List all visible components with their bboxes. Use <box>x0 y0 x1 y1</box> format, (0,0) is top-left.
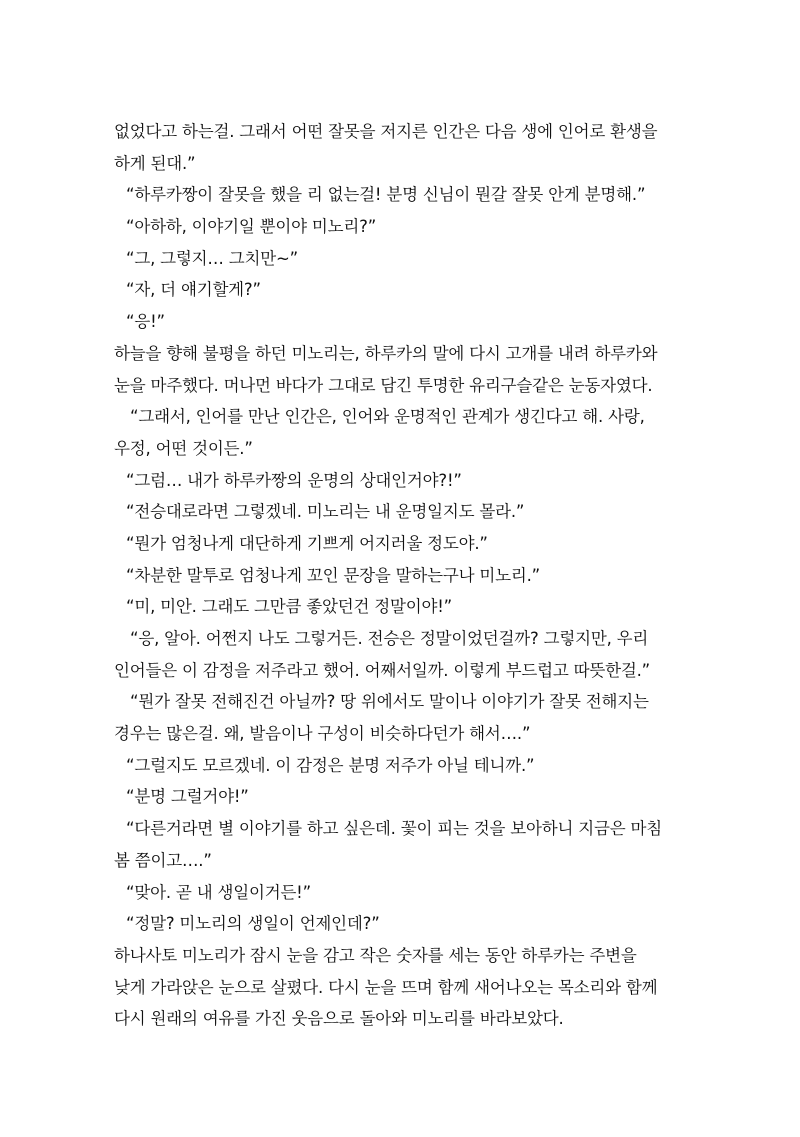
text-line: 없었다고 하는걸. 그래서 어떤 잘못을 저지른 인간은 다음 생에 인어로 환생을 <box>114 122 658 141</box>
text-line: 경우는 많은걸. 왜, 발음이나 구성이 비슷하다던가 해서….” <box>114 724 531 744</box>
dialogue-line: “응!” <box>126 312 165 332</box>
body-text <box>114 116 690 1035</box>
dialogue-line: “전승대로라면 그렇겠네. 미노리는 내 운명일지도 몰라.” <box>126 502 525 522</box>
text-line: 하나사토 미노리가 잠시 눈을 감고 작은 숫자를 세는 동안 하루카는 주변을 <box>114 945 637 965</box>
text-line: 눈을 마주했다. 머나먼 바다가 그대로 담긴 투명한 유리구슬같은 눈동자였다. <box>114 375 653 395</box>
dialogue-line: “하루카짱이 잘못을 했을 리 없는걸! 분명 신님이 뭔갈 잘못 안게 분명해.” <box>126 185 646 205</box>
dialogue-line: “자, 더 얘기할게?” <box>126 280 261 300</box>
text-line: 봄 쯤이고….” <box>114 850 212 870</box>
dialogue-line: “그래서, 인어를 만난 인간은, 인어와 운명적인 관계가 생긴다고 해. 사랑, <box>130 407 645 427</box>
text-line: 하늘을 향해 불평을 하던 미노리는, 하루카의 말에 다시 고개를 내려 하루카와 <box>114 343 658 363</box>
dialogue-line: “뭔가 잘못 전해진건 아닐까? 땅 위에서도 말이나 이야기가 잘못 전해지는 <box>130 692 649 712</box>
dialogue-line: “차분한 말투로 엄청나게 꼬인 문장을 말하는구나 미노리.” <box>126 565 541 585</box>
text-line: 우정, 어떤 것이든.” <box>114 438 253 458</box>
dialogue-line: “뭔가 엄청나게 대단하게 기쁘게 어지러울 정도야.” <box>126 533 488 553</box>
text-line: 낮게 가라앉은 눈으로 살폈다. 다시 눈을 뜨며 함께 새어나오는 목소리와 함께 <box>114 977 658 997</box>
dialogue-line: “그, 그렇지… 그치만~” <box>126 248 298 268</box>
dialogue-line: “맞아. 곧 내 생일이거든!” <box>126 882 311 902</box>
dialogue-line: “다른거라면 별 이야기를 하고 싶은데. 꽃이 피는 것을 보아하니 지금은 마침 <box>126 819 663 839</box>
dialogue-line: “그럴지도 모르겠네. 이 감정은 분명 저주가 아닐 테니까.” <box>126 755 535 775</box>
text-line: 다시 원래의 여유를 가진 웃음으로 돌아와 미노리를 바라보았다. <box>114 1009 564 1029</box>
dialogue-line: “정말? 미노리의 생일이 언제인데?” <box>126 914 380 934</box>
text-line: 인어들은 이 감정을 저주라고 했어. 어째서일까. 이렇게 부드럽고 따뜻한걸.” <box>114 660 651 680</box>
text-line: 하게 된대.” <box>114 153 196 173</box>
dialogue-line: “분명 그럴거야!” <box>126 787 249 807</box>
dialogue-line: “아하하, 이야기일 뿐이야 미노리?” <box>126 217 377 237</box>
dialogue-line: “응, 알아. 어쩐지 나도 그렇거든. 전승은 정말이었던걸까? 그렇지만, 우리 <box>130 629 649 648</box>
dialogue-line: “그럼… 내가 하루카짱의 운명의 상대인거야?!” <box>126 470 462 490</box>
dialogue-line: “미, 미안. 그래도 그만큼 좋았던건 정말이야!” <box>126 597 452 617</box>
